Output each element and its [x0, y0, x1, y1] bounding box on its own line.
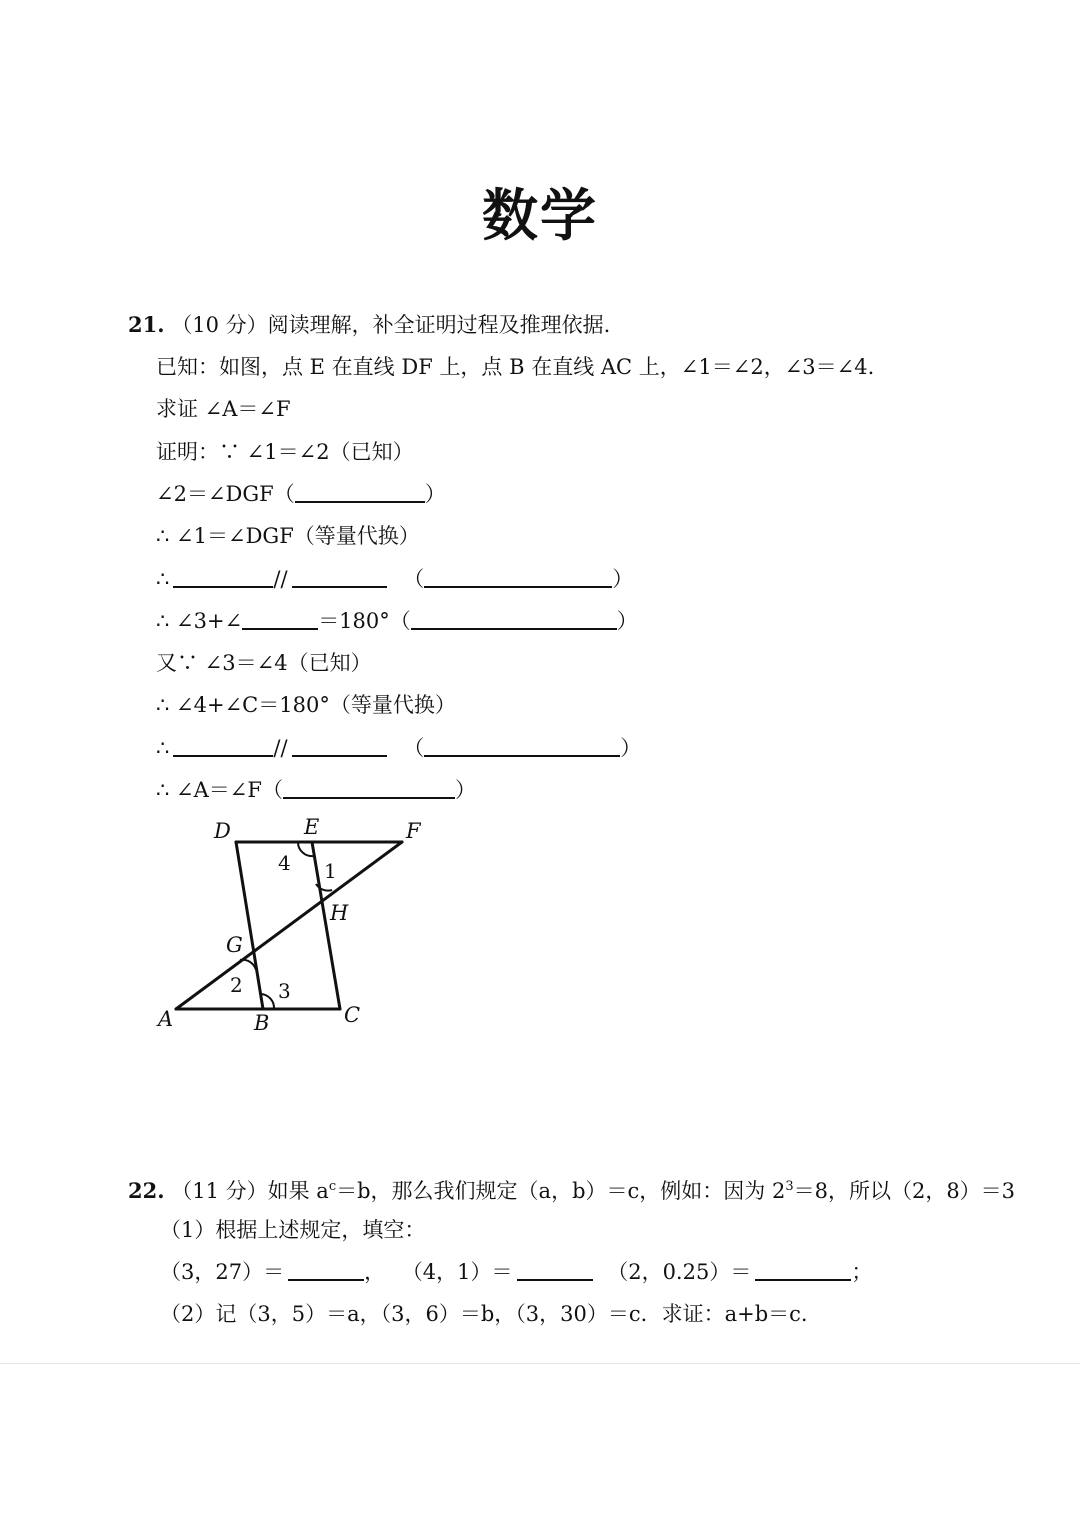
fill-2-025: （2，0.25）＝ [607, 1260, 752, 1284]
answer-blank[interactable] [173, 566, 273, 588]
label-angle-2: 2 [230, 973, 243, 997]
q21-header-text: （10 分）阅读理解，补全证明过程及推理依据. [171, 313, 611, 337]
geometry-figure [150, 812, 440, 1042]
answer-blank[interactable] [242, 608, 318, 630]
q21-step-5-text: ∴ ∠3+∠ [156, 609, 243, 633]
label-point-b: B [254, 1011, 270, 1035]
answer-blank[interactable] [283, 777, 455, 799]
label-angle-1: 1 [324, 859, 337, 883]
label-point-f: F [406, 819, 421, 843]
label-angle-4: 4 [278, 851, 291, 875]
q22-header-b: ＝b，那么我们规定（a，b）＝c，例如：因为 2 [336, 1179, 786, 1203]
q22-fill-row [160, 1257, 872, 1287]
label-point-d: D [214, 819, 231, 843]
q22-part1: （1）根据上述规定，填空： [160, 1218, 426, 1242]
parallel-sign: // [273, 736, 288, 760]
q22-superscript-c: c [328, 1179, 337, 1194]
answer-blank[interactable] [292, 566, 387, 588]
q21-step-8-text: ∴ [156, 736, 170, 760]
open-paren: （ [403, 736, 425, 760]
close-paren: ） [616, 609, 638, 633]
q21-prove: 求证 ∠A＝∠F [156, 397, 291, 421]
page-title: 数学 [482, 184, 598, 249]
eq-180: ＝180°（ [318, 609, 411, 633]
fill-4-1: （4，1）＝ [401, 1260, 513, 1284]
answer-blank[interactable] [424, 566, 612, 588]
q21-step-6: 又∵ ∠3＝∠4（已知） [156, 651, 372, 675]
q21-given: 已知：如图，点 E 在直线 DF 上，点 B 在直线 AC 上，∠1＝∠2，∠3＝∠4. [156, 355, 875, 379]
q22-part2: （2）记（3，5）＝a，（3，6）＝b，（3，30）＝c．求证：a+b＝c. [160, 1302, 808, 1326]
fill-end: ； [851, 1260, 873, 1284]
answer-blank[interactable] [424, 735, 620, 757]
label-point-a: A [158, 1007, 174, 1031]
label-angle-3: 3 [278, 979, 291, 1003]
close-paren: ） [612, 567, 634, 591]
answer-blank[interactable] [295, 481, 425, 503]
label-point-e: E [304, 815, 320, 839]
label-point-g: G [226, 933, 243, 957]
q21-step-1: 证明：∵ ∠1＝∠2（已知） [156, 440, 414, 464]
label-point-c: C [344, 1003, 361, 1027]
answer-blank[interactable] [517, 1259, 593, 1281]
parallel-sign: // [273, 567, 288, 591]
q21-step-9 [156, 775, 476, 805]
q21-step-4 [156, 564, 633, 594]
q21-step-8 [156, 733, 641, 763]
answer-blank[interactable] [288, 1259, 364, 1281]
close-paren: ） [424, 482, 446, 506]
q21-step-2-text: ∠2＝∠DGF（ [156, 482, 295, 506]
answer-blank[interactable] [755, 1259, 851, 1281]
label-point-h: H [330, 901, 349, 925]
fill-sep: ， [364, 1260, 386, 1284]
close-paren: ） [620, 736, 642, 760]
q21-step-5 [156, 606, 638, 636]
open-paren: （ [403, 567, 425, 591]
q21-step-3: ∴ ∠1＝∠DGF（等量代换） [156, 524, 420, 548]
q22-header-c: ＝8，所以（2，8）＝3 [793, 1179, 1016, 1203]
answer-blank[interactable] [411, 608, 617, 630]
q21-step-7: ∴ ∠4+∠C＝180°（等量代换） [156, 693, 456, 717]
q22-number: 22. [128, 1178, 165, 1203]
close-paren: ） [454, 778, 476, 802]
answer-blank[interactable] [173, 735, 273, 757]
q22-superscript-3: 3 [785, 1179, 794, 1194]
answer-blank[interactable] [292, 735, 387, 757]
q22-header-a: （11 分）如果 a [171, 1179, 329, 1203]
q21-step-9-text: ∴ ∠A＝∠F（ [156, 778, 283, 802]
q21-number: 21. [128, 312, 165, 337]
fill-3-27: （3，27）＝ [160, 1260, 285, 1284]
q22-header [128, 1172, 1015, 1202]
q21-header [128, 310, 610, 340]
q21-step-4-text: ∴ [156, 567, 170, 591]
q21-step-2 [156, 479, 446, 509]
page-divider [0, 1363, 1080, 1364]
